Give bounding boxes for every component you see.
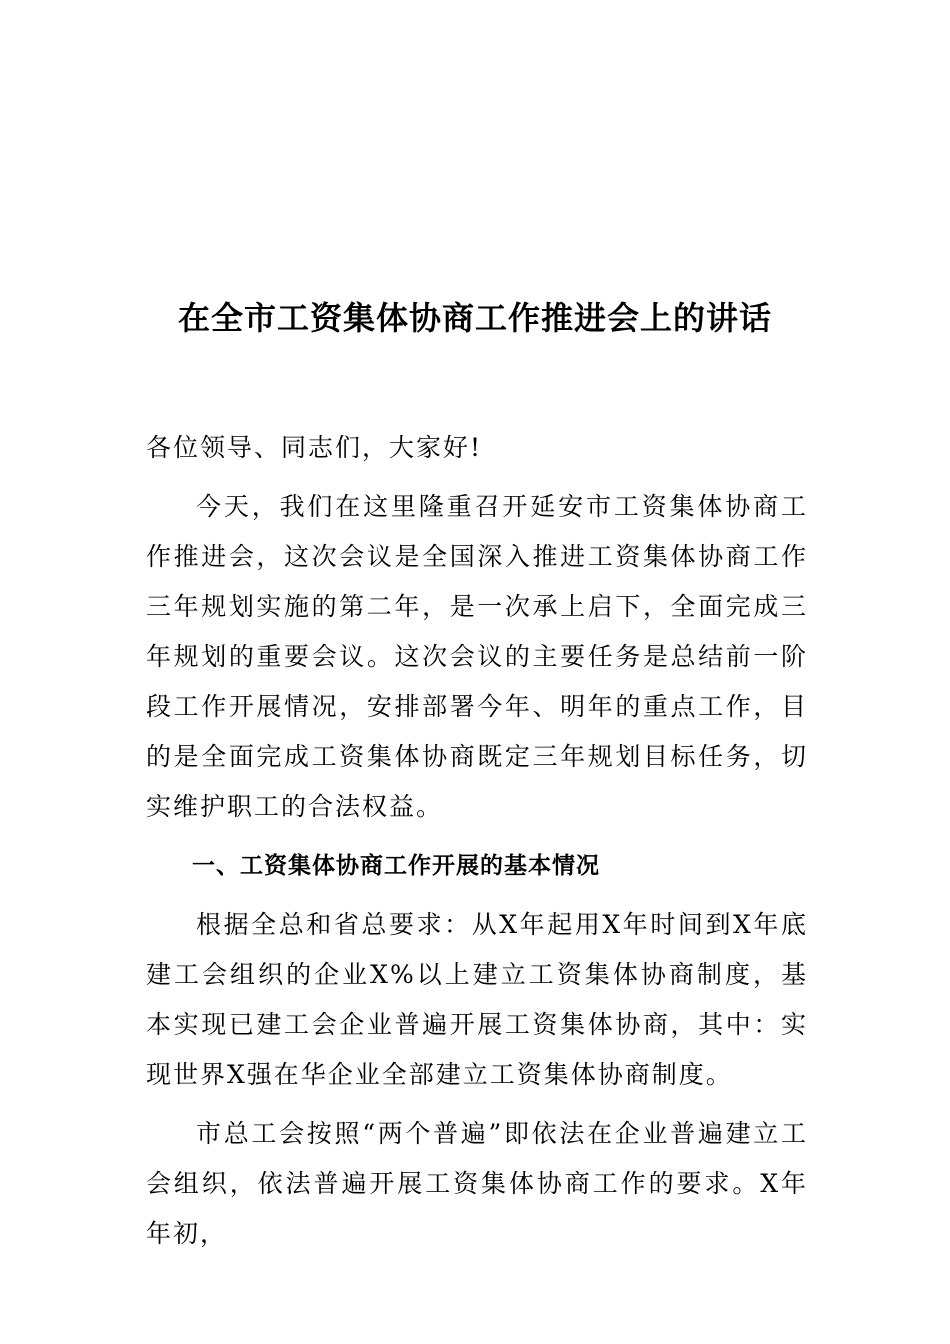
paragraph-city-union: 市总工会按照“两个普遍”即依法在企业普遍建立工会组织，依法普遍开展工资集体协商工作的要求。X年年初， [146,1119,808,1248]
document-title: 在全市工资集体协商工作推进会上的讲话 [177,299,772,337]
paragraph-intro: 今天，我们在这里隆重召开延安市工资集体协商工作推进会，这次会议是全国深入推进工资集体协商工作三年规划实施的第二年，是一次承上启下，全面完成三年规划的重要会议。这次会议的主要任务是总结前一阶段工作开展情况，安排部署今年、明年的重点工作，目的是全面完成工资集体协商既定三年规划目标任务，切实维护职工的合法权益。 [146,492,808,821]
document-body [146,423,808,1268]
section-heading: 一、工资集体协商工作开展的基本情况 [192,853,600,879]
paragraph-requirements: 根据全总和省总要求：从X年起用X年时间到X年底建工会组织的企业X%以上建立工资集体协商制度，基本实现已建工会企业普遍开展工资集体协商，其中：实现世界X强在华企业全部建立工资集体协商制度。 [146,910,808,1089]
salutation: 各位领导、同志们，大家好! [146,433,483,462]
